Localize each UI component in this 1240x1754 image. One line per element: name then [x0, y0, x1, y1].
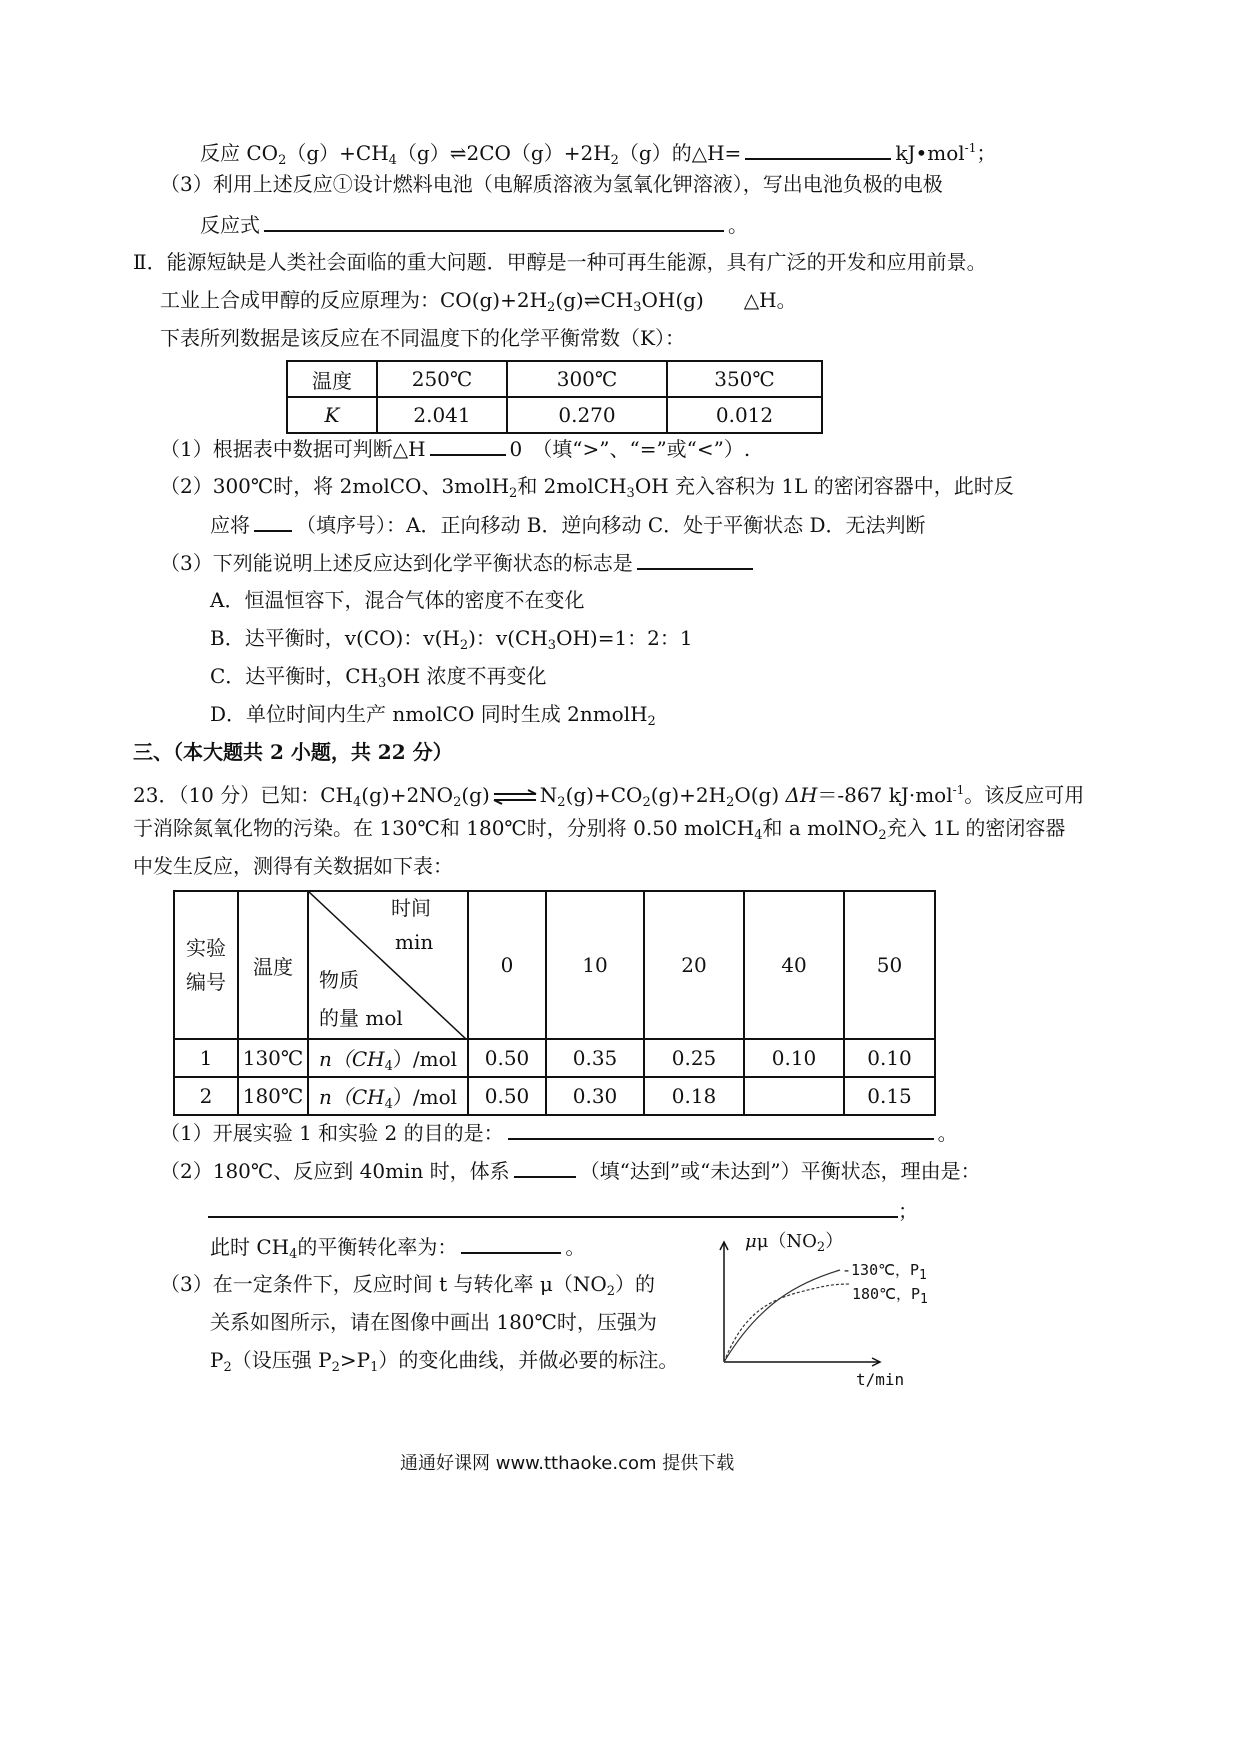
table-cell: 实验 编号: [174, 891, 238, 1039]
table-cell: 1: [174, 1039, 238, 1077]
table-cell: 10: [546, 891, 644, 1039]
graph-y-label: $\mu\mu(NO_2)$: [745, 1231, 844, 1255]
diagonal-header-cell: 时间 min 物质 的量 mol: [308, 891, 468, 1039]
answer-blank[interactable]: [254, 510, 292, 532]
table-cell: $n(CH_4)$/mol: [308, 1039, 468, 1077]
question-3-answer-line: 反应式 。: [200, 210, 748, 239]
equilibrium-arrow-icon: [492, 789, 538, 805]
curve-180: [724, 1284, 850, 1362]
footer-text: 通通好课网 www.tthaoke.com 提供下载: [400, 1453, 735, 1474]
table-cell: 温度: [287, 361, 377, 397]
part-ii-intro: Ⅱ．能源短缺是人类社会面临的重大问题．甲醇是一种可再生能源，具有广泛的开发和应用前景。: [133, 250, 987, 274]
table-cell: 0.270: [507, 397, 667, 433]
option-a: A．恒温恒容下，混合气体的密度不在变化: [210, 588, 585, 612]
answer-blank[interactable]: [514, 1156, 576, 1178]
table-cell: 300℃: [507, 361, 667, 397]
table-cell: 130℃: [238, 1039, 308, 1077]
table-row: [174, 1077, 935, 1115]
table-cell: 0.25: [644, 1039, 744, 1077]
table-row: [174, 1039, 935, 1077]
answer-blank[interactable]: [208, 1196, 898, 1218]
table-cell: 0.35: [546, 1039, 644, 1077]
table-cell: 0.50: [468, 1039, 546, 1077]
q2-text: （2）300℃时，将 2molCO、3molH$_2$和 2molCH$_3$OH 充入容积为 1L 的密闭容器中，此时反: [160, 474, 1014, 501]
curve-130: [724, 1270, 840, 1362]
q23-line-2: 于消除氮氧化物的污染。在 130℃和 180℃时，分别将 0.50 molCH$_4$和 a molNO$_2$充入 1L 的密闭容器: [133, 816, 1066, 843]
sub-q3-line-1: （3）在一定条件下，反应时间 t 与转化率 $\mu(NO_2)$的: [160, 1272, 656, 1299]
sub-q1: （1）开展实验 1 和实验 2 的目的是： 。: [160, 1118, 958, 1147]
q1-text: （1）根据表中数据可判断△H 0 （填“>”、“=”或“<”）.: [160, 434, 750, 463]
table-cell: 2: [174, 1077, 238, 1115]
option-b: B．达平衡时，v(CO)：$v(H_2)$：$v(CH_3OH)=1$：2：1: [210, 626, 693, 653]
experiment-data-table: [173, 890, 936, 1116]
answer-blank[interactable]: [461, 1232, 561, 1254]
table-cell: 0.10: [744, 1039, 844, 1077]
answer-blank[interactable]: [508, 1118, 934, 1140]
table-cell: 0.012: [667, 397, 822, 433]
equilibrium-constant-table: [286, 360, 823, 434]
dh-line: 反应 $CO_2(g)+CH_4(g)\rightleftharpoons 2CO(g)+2H_2(g)$的△H= kJ•mol$^{-1}$；: [200, 134, 996, 175]
answer-blank[interactable]: [264, 210, 724, 232]
table-cell: 20: [644, 891, 744, 1039]
curve-label-130: -130℃，$P_1$: [842, 1261, 927, 1283]
table-cell: $n(CH_4)$/mol: [308, 1077, 468, 1115]
table-cell: 0.50: [468, 1077, 546, 1115]
answer-blank[interactable]: [745, 138, 891, 160]
table-cell: 0.18: [644, 1077, 744, 1115]
option-c: C．达平衡时，$CH_3OH$ 浓度不再变化: [210, 664, 547, 691]
table-cell: 40: [744, 891, 844, 1039]
table-cell: 0.10: [844, 1039, 935, 1077]
graph-x-label: t/min: [856, 1370, 905, 1389]
table-cell: 50: [844, 891, 935, 1039]
section-3-title: 三、（本大题共 2 小题，共 22 分）: [133, 740, 453, 764]
table-cell: K: [287, 397, 377, 433]
table-cell: 温度: [238, 891, 308, 1039]
option-d: D．单位时间内生产 nmolCO 同时生成 2nmolH$_2$: [210, 702, 656, 729]
answer-blank[interactable]: [637, 548, 753, 570]
table-cell: 0: [468, 891, 546, 1039]
table-cell: 250℃: [377, 361, 507, 397]
q23-line-1: 23．（10 分）已知：$CH_4(g)+2NO_2(g)$ $N_2(g)+CO_2(g)+2H_2O(g)$ ΔH＝-867 kJ·mol$^{-1}$。该反应可用: [133, 783, 1085, 810]
table-intro: 下表所列数据是该反应在不同温度下的化学平衡常数（K）：: [160, 326, 685, 350]
curve-label-180: 180℃，$P_1$: [852, 1285, 928, 1307]
q2-options: 应将 （填序号）：A．正向移动 B．逆向移动 C．处于平衡状态 D．无法判断: [210, 510, 926, 539]
q3-text: （3）下列能说明上述反应达到化学平衡状态的标志是: [160, 548, 757, 577]
methanol-reaction: 工业上合成甲醇的反应原理为：$CO(g)+2H_2(g)\rightleftharpoons CH_3OH(g)$ △H。: [160, 288, 797, 315]
table-cell: 350℃: [667, 361, 822, 397]
answer-blank[interactable]: [430, 434, 506, 456]
question-3-text: （3）利用上述反应①设计燃料电池（电解质溶液为氢氧化钾溶液），写出电池负极的电极: [160, 172, 943, 196]
sub-q3-line-3: $P_2$（设压强 $P_2>P_1$）的变化曲线，并做必要的标注。: [210, 1348, 679, 1375]
sub-q2-reason-line: ；: [208, 1196, 918, 1225]
table-cell: 0.30: [546, 1077, 644, 1115]
table-cell: [744, 1077, 844, 1115]
sub-q2: （2）180℃、反应到 40min 时，体系 （填“达到”或“未达到”）平衡状态，理由是：: [160, 1156, 981, 1185]
sub-q3-line-2: 关系如图所示，请在图像中画出 180℃时，压强为: [210, 1310, 657, 1334]
table-cell: 2.041: [377, 397, 507, 433]
sub-q2-conversion: 此时 $CH_4$的平衡转化率为： 。: [210, 1232, 585, 1269]
table-cell: 0.15: [844, 1077, 935, 1115]
q23-line-3: 中发生反应，测得有关数据如下表：: [133, 854, 453, 878]
table-cell: 180℃: [238, 1077, 308, 1115]
